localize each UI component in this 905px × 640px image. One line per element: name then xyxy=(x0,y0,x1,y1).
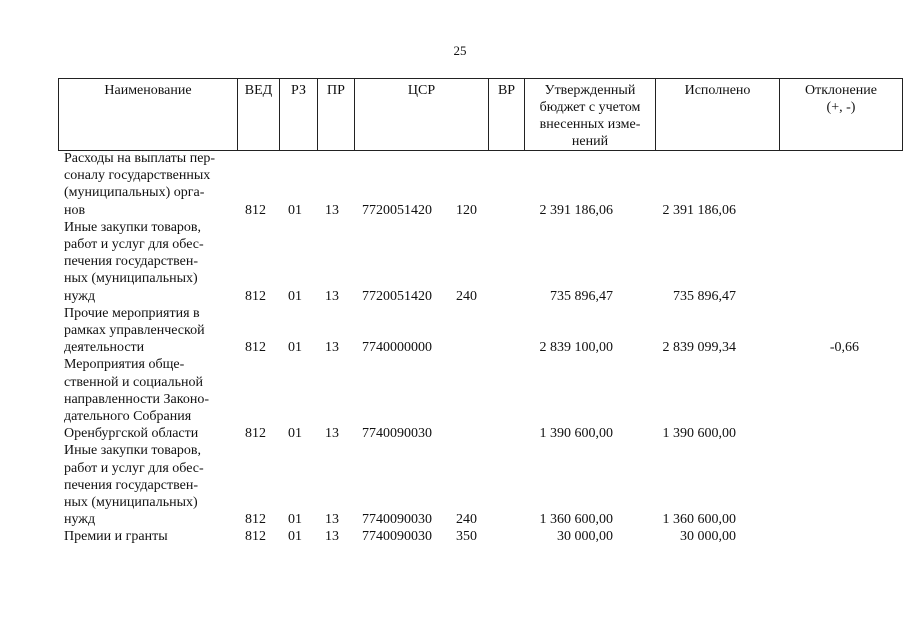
row-executed: 2 391 186,06 xyxy=(662,202,736,218)
row-deviation: -0,66 xyxy=(829,340,859,356)
row-pr: 13 xyxy=(325,426,339,442)
header-executed: Исполнено xyxy=(656,79,780,151)
row-approved: 735 896,47 xyxy=(550,288,613,304)
row-ved: 812 xyxy=(245,512,266,528)
header-csr: ЦСР xyxy=(355,79,489,151)
row-approved: 2 391 186,06 xyxy=(539,202,613,218)
table-row xyxy=(64,305,864,357)
table-row xyxy=(64,150,864,219)
row-pr: 13 xyxy=(325,529,339,545)
row-executed: 1 360 600,00 xyxy=(662,512,736,528)
row-csr: 7740090030 xyxy=(362,529,432,545)
row-name: Иные закупки товаров, работ и услуг для обес- печения государствен- ных (муниципальных) нужд xyxy=(64,443,204,528)
row-executed: 2 839 099,34 xyxy=(662,340,736,356)
row-ved: 812 xyxy=(245,340,266,356)
row-rz: 01 xyxy=(288,426,302,442)
row-name: Прочие мероприятия в рамках управленческой деятельности xyxy=(64,305,205,356)
table-row xyxy=(64,356,864,442)
table-row xyxy=(64,442,864,528)
row-ved: 812 xyxy=(245,288,266,304)
row-vr: 350 xyxy=(456,529,477,545)
row-ved: 812 xyxy=(245,529,266,545)
header-vr: ВР xyxy=(489,79,525,151)
header-rz: РЗ xyxy=(280,79,318,151)
row-csr: 7720051420 xyxy=(362,202,432,218)
row-pr: 13 xyxy=(325,288,339,304)
row-ved: 812 xyxy=(245,202,266,218)
row-csr: 7740000000 xyxy=(362,340,432,356)
row-executed: 30 000,00 xyxy=(680,529,736,545)
row-pr: 13 xyxy=(325,340,339,356)
header-name: Наименование xyxy=(59,79,238,151)
row-vr: 240 xyxy=(456,288,477,304)
header-deviation: Отклонение (+, -) xyxy=(780,79,903,151)
row-csr: 7740090030 xyxy=(362,426,432,442)
row-executed: 1 390 600,00 xyxy=(662,426,736,442)
page-number: 25 xyxy=(453,43,467,58)
row-rz: 01 xyxy=(288,529,302,545)
row-rz: 01 xyxy=(288,288,302,304)
table-row xyxy=(64,528,864,545)
header-ved: ВЕД xyxy=(238,79,280,151)
row-pr: 13 xyxy=(325,512,339,528)
row-pr: 13 xyxy=(325,202,339,218)
row-approved: 30 000,00 xyxy=(557,529,613,545)
row-approved: 2 839 100,00 xyxy=(539,340,613,356)
row-approved: 1 390 600,00 xyxy=(539,426,613,442)
row-executed: 735 896,47 xyxy=(673,288,736,304)
row-rz: 01 xyxy=(288,340,302,356)
row-name: Мероприятия обще- ственной и социальной направленности Законо- дательного Собрания Оренбургской области xyxy=(64,357,209,442)
row-csr: 7720051420 xyxy=(362,288,432,304)
header-pr: ПР xyxy=(318,79,355,151)
row-vr: 120 xyxy=(456,202,477,218)
table-body xyxy=(64,150,864,546)
row-rz: 01 xyxy=(288,202,302,218)
row-ved: 812 xyxy=(245,426,266,442)
row-name: Премии и гранты xyxy=(64,529,168,545)
table-row xyxy=(64,219,864,305)
row-rz: 01 xyxy=(288,512,302,528)
row-csr: 7740090030 xyxy=(362,512,432,528)
budget-table-header xyxy=(58,78,903,151)
row-name: Расходы на выплаты пер- соналу государственных (муниципальных) орга- нов xyxy=(64,151,216,218)
row-vr: 240 xyxy=(456,512,477,528)
row-approved: 1 360 600,00 xyxy=(539,512,613,528)
row-name: Иные закупки товаров, работ и услуг для обес- печения государствен- ных (муниципальных) нужд xyxy=(64,219,204,304)
header-approved: Утвержденный бюджет с учетом внесенных изме- нений xyxy=(525,79,656,151)
